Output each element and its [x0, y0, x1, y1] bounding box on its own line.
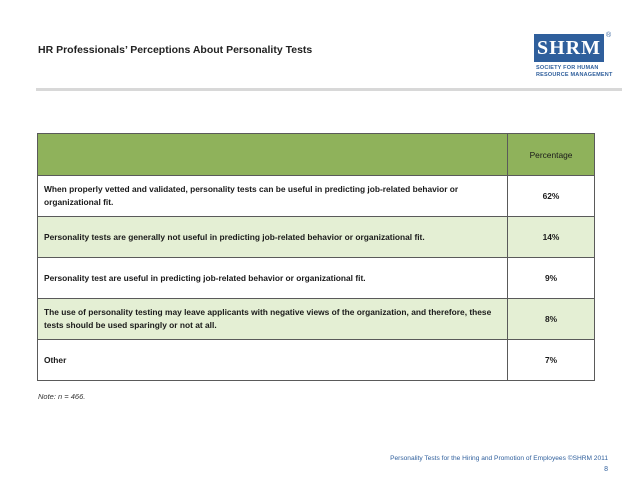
statement-cell: Other: [44, 354, 67, 365]
statement-cell: The use of personality testing may leave applicants with negative views of the organization, and therefore, these tests should be used sparingly or not at all.: [44, 307, 492, 330]
logo-subtitle: [536, 65, 618, 78]
table-row: [38, 298, 594, 339]
title-divider: [36, 88, 622, 91]
table-row: [38, 175, 594, 216]
percentage-cell: 14%: [507, 217, 594, 257]
table-row: [38, 339, 594, 380]
table-row: [38, 216, 594, 257]
table-header-row: [38, 134, 594, 175]
statement-cell: When properly vetted and validated, personality tests can be useful in predicting job-related behavior or organizational fit.: [44, 184, 459, 207]
header-statement-cell: [38, 134, 507, 175]
footer-citation: Personality Tests for the Hiring and Promotion of Employees ©SHRM 2011: [390, 455, 608, 462]
perceptions-table: [37, 133, 595, 381]
statement-cell: Personality test are useful in predicting job-related behavior or organizational fit.: [44, 272, 366, 283]
page-title: HR Professionals’ Perceptions About Personality Tests: [38, 44, 313, 56]
logo-subtitle-line1: SOCIETY FOR HUMAN: [536, 65, 599, 71]
logo-subtitle-line2: RESOURCE MANAGEMENT: [536, 71, 613, 78]
percentage-cell: 7%: [507, 340, 594, 380]
page-number: 8: [604, 466, 608, 473]
percentage-cell: 62%: [507, 176, 594, 216]
registered-mark: ®: [606, 32, 612, 39]
statement-cell: Personality tests are generally not useful in predicting job-related behavior or organizational fit.: [44, 231, 425, 242]
percentage-cell: 9%: [507, 258, 594, 298]
shrm-logo: [534, 30, 618, 80]
header-percentage-cell: Percentage: [507, 134, 594, 175]
logo-wordmark: SHRM: [534, 34, 604, 62]
percentage-cell: 8%: [507, 299, 594, 339]
table-row: [38, 257, 594, 298]
sample-size-note: Note: n = 466.: [38, 392, 86, 401]
